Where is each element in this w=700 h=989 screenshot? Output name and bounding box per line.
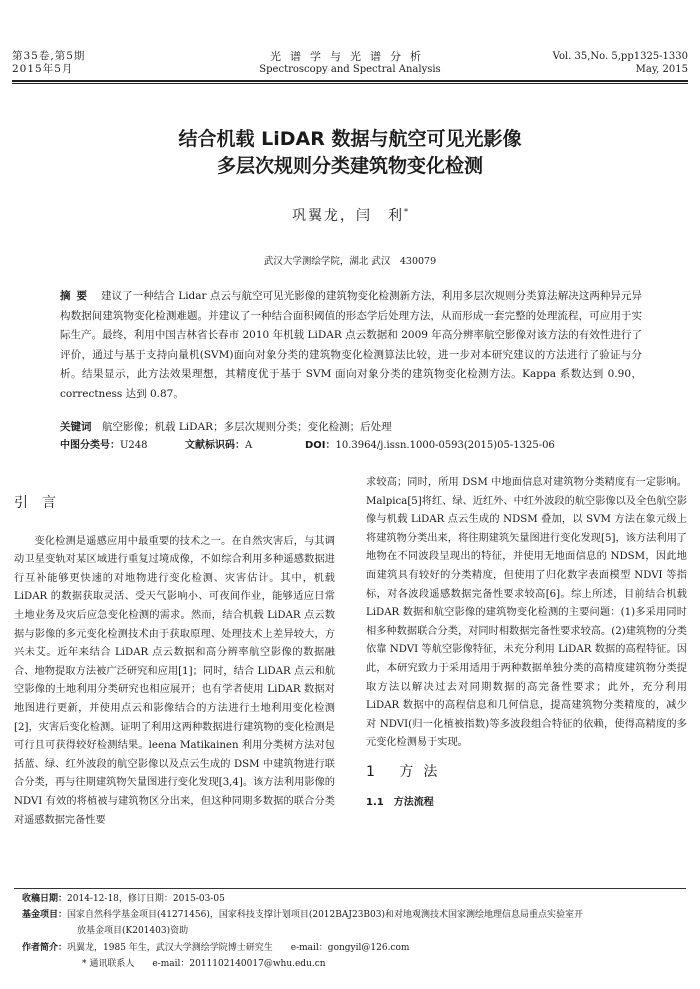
intro-heading: 引言 (14, 495, 70, 511)
journal-title-cn: 光谱学与光谱分析 (270, 50, 430, 63)
paper-title-line1: 结合机载 LiDAR 数据与航空可见光影像 (178, 128, 522, 150)
header-left (12, 50, 182, 76)
header-rule-thin (12, 83, 688, 84)
author-names: 巩翼龙，闫 利 (292, 208, 404, 224)
right-column (366, 474, 687, 812)
abstract-label: 摘要 (60, 290, 94, 302)
method-heading: 1 方法 (366, 763, 448, 780)
corresponding-mark: * (404, 207, 408, 217)
received-value: 2014-12-18，修订日期：2015-03-05 (67, 894, 225, 904)
fund-label: 基金项目： (22, 910, 68, 920)
keywords (60, 418, 650, 436)
affiliation: 武汉大学测绘学院，湖北 武汉 430079 (263, 256, 437, 267)
intro-paragraph: 变化检测是遥感应用中最重要的技术之一。在自然灾害后，与其调动卫星变轨对某区域进行重复过境成像，不如综合利用多种遥感数据进行互补能够更快速的对地物进行变化检测、灾害估计。其中，机载 LiDAR 的数据获取灵活、受天气影响小、可夜间作业，能够适应日常土地业务及灾后应急变化检测的需求。然而，结合机载 LiDAR 点云数据与影像的多元变化检测技术由于获取原理、处理技术上差异较大，方兴未艾。近年来结合 LiDAR 点云数据和高分辨率航空影像的数据融合、地物提取方法被广泛研究和应用[1]；同时，结合 LiDAR 点云和航空影像的土地利用分类研究也相应展开；也有学者使用 LiDAR 数据对地图进行更新，并使用点云和影像结合的方法进行土地利用变化检测[2]，灾害后变化检测。证明了利用这两种数据进行建筑物的变化检测是可行且可获得较好检测结果。leena Matikainen 利用分类树方法对包括蓝、绿、红外波段的航空影像以及点云生成的 DSM 中建筑物进行联合分类，再与往期建筑物矢量图进行变化发现[3,4]。该方法利用影像的 NDVI 有效的将植被与建筑物区分出来，但这种同期多数据的联合分类对遥感数据完备性要 (14, 535, 335, 826)
doc-code-label: 文献标识码： (185, 440, 245, 451)
date-en: May, 2015 (635, 64, 688, 75)
clc-label: 中图分类号： (60, 440, 120, 451)
volume-issue-cn: 第35卷,第5期 (12, 50, 86, 62)
header-right (488, 50, 688, 76)
date-cn: 2015年5月 (12, 63, 74, 75)
header-center (200, 50, 500, 76)
doi-label: DOI： (305, 440, 336, 451)
fund-value-line1: 国家自然科学基金项目(41271456)，国家科技支撑计划项目(2012BAJ23B03)和对地观测技术国家测绘地理信息局重点实验室开 (67, 910, 584, 920)
footnote-fund (22, 907, 692, 923)
paper-title-line2: 多层次规则分类建筑物变化检测 (216, 155, 483, 177)
footnote-received (22, 891, 692, 907)
author-bio-value: 巩翼龙，1985 年生，武汉大学测绘学院博士研究生 e-mail：gongyil@126.com (67, 943, 410, 953)
received-label: 收稿日期： (22, 894, 68, 904)
intro-paragraph-cont: 求较高；同时，所用 DSM 中地面信息对建筑物分类精度有一定影响。Malpica[5]将红、绿、近红外、中红外波段的航空影像以及全色航空影像与机载 LiDAR 点云生成的 NDSM 叠加，以 SVM 方法在象元级上将建筑物分类出来，将往期建筑矢量图进行变化发现[5]，该方法利用了地物在不同波段呈现出的特征，并使用无地面信息的 NDSM，因此地面建筑具有较好的分类精度，但使用了归化数字表面模型 NDVI 等指标，对各波段遥感数据完备性要求较高[6]。综上所述，目前结合机载 LiDAR 数据和航空影像的建筑物变化检测的主要问题：(1)多采用同时相多种数据联合分类，对同时相数据完备性要求较高。(2)建筑物的分类依靠 NDVI 等航空影像特征，未充分利用 LiDAR 数据的高程特征。因此，本研究致力于采用适用于两种数据单独分类的高精度建筑物分类提取方法以解决过去对同期数据的高完备性要求；此外，充分利用 LiDAR 数据中的高程信息和几何信息，提高建筑物分类精度的，减少对 NDVI(归一化植被指数)等多波段组合特征的依赖，使得高精度的多元变化检测易于实现。 (366, 477, 687, 749)
classification-line (60, 437, 650, 455)
author-bio-label: 作者简介： (22, 943, 68, 953)
doi-value: 10.3964/j.issn.1000-0593(2015)05-1325-06 (335, 440, 555, 451)
footnote-corresponding: * 通讯联系人 e-mail：2011102140017@whu.edu.cn (82, 959, 326, 969)
journal-title-en: Spectroscopy and Spectral Analysis (259, 64, 441, 75)
clc-value: U248 (120, 440, 148, 451)
header-rule-thick (12, 80, 688, 82)
left-column (14, 474, 335, 830)
author-list (0, 205, 700, 225)
keywords-text: 航空影像；机载 LiDAR；多层次规则分类；变化检测；后处理 (102, 421, 392, 433)
abstract (60, 287, 642, 404)
abstract-text: 建议了一种结合 Lidar 点云与航空可见光影像的建筑物变化检测新方法，利用多层次规则分类算法解决这两种异元异构数据间建筑物变化检测难题。并建议了一种结合面积阈值的形态学后处理方法，从而形成一套完整的处理流程，可应用于实际生产。最终，利用中国吉林省长春市 2010 年机载 LiDAR 点云数据和 2009 年高分辨率航空影像对该方法的有效性进行了评价，通过与基于支持向量机(SVM)面向对象分类的建筑物变化检测算法比较，进一步对本研究建议的方法进行了验证与分析。结果显示，此方法效果理想，其精度优于基于 SVM 面向对象分类的建筑物变化检测方法。Kappa 系数达到 0.90，correctness 达到 0.87。 (60, 290, 642, 400)
footnote-author (22, 940, 692, 956)
method-subsection: 1.1 方法流程 (366, 796, 434, 808)
fund-value-line2: 放基金项目(K201403)资助 (77, 926, 189, 936)
keywords-label: 关键词 (60, 421, 92, 433)
doc-code-value: A (245, 440, 253, 451)
volume-issue-en: Vol. 35,No. 5,pp1325-1330 (552, 51, 688, 62)
footnote-rule (14, 888, 686, 889)
